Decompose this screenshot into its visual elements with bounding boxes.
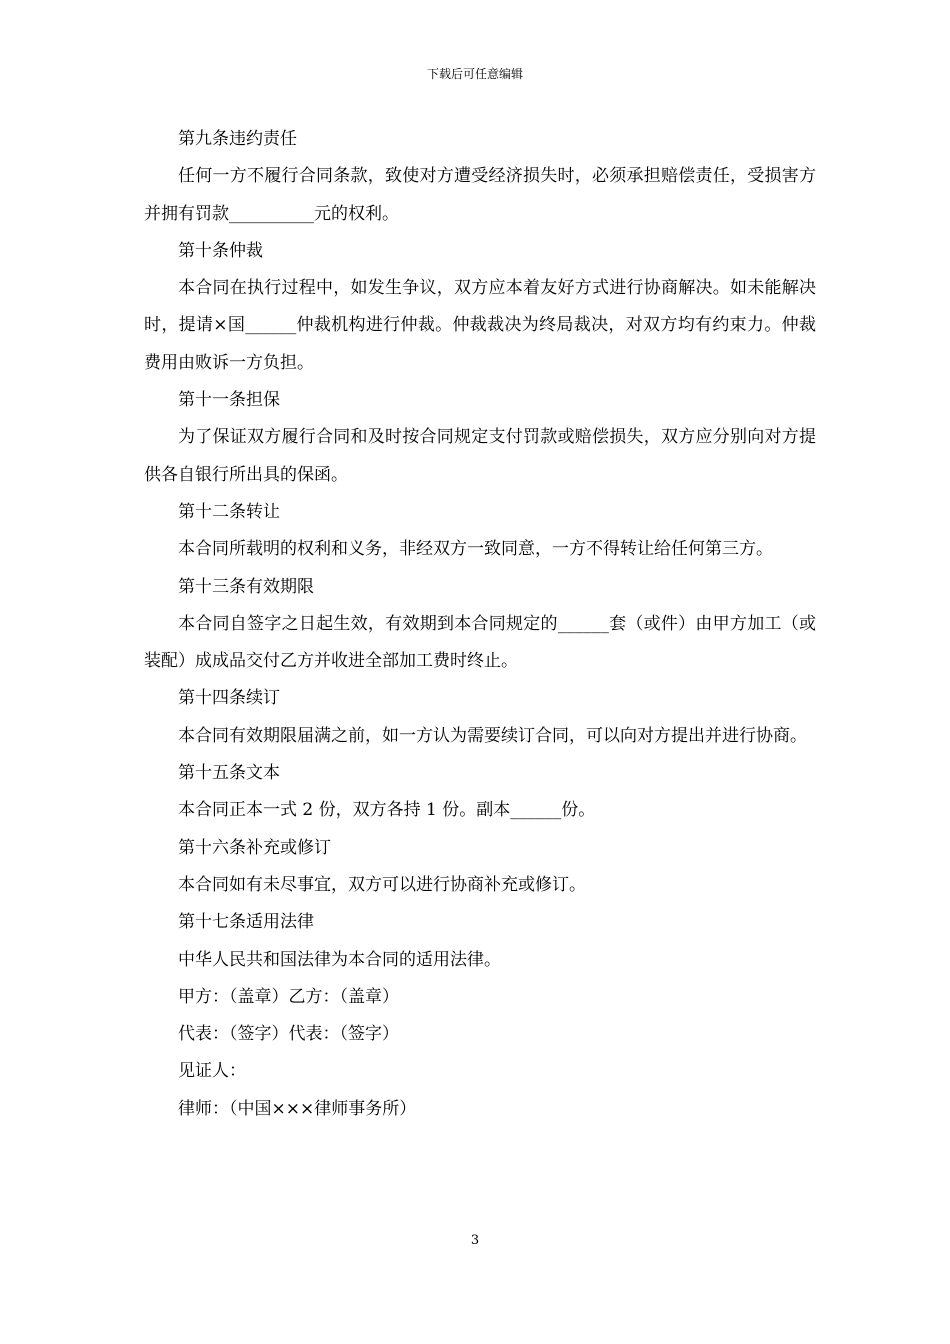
article-16-body: 本合同如有未尽事宜，双方可以进行协商补充或修订。 — [178, 874, 586, 895]
article-15-heading: 第十五条文本 — [178, 763, 280, 784]
article-9-body: 任何一方不履行合同条款，致使对方遭受经济损失时，必须承担赔偿责任，受损害方并拥有罚款__________元的权利。 — [144, 166, 816, 224]
article-12-body: 本合同所载明的权利和义务，非经双方一致同意，一方不得转让给任何第三方。 — [178, 539, 773, 560]
article-10-heading: 第十条仲裁 — [178, 240, 263, 261]
article-12-heading: 第十二条转让 — [178, 501, 280, 522]
article-15-body: 本合同正本一式 2 份，双方各持 1 份。副本______份。 — [178, 800, 596, 821]
page-header-note: 下载后可任意编辑 — [426, 67, 523, 81]
article-17-body: 中华人民共和国法律为本合同的适用法律。 — [178, 949, 501, 970]
representative-sign-line: 代表：（签字）代表：（签字） — [178, 1024, 399, 1045]
article-11-heading: 第十一条担保 — [178, 390, 280, 411]
lawyer-line: 律师：（中国×××律师事务所） — [178, 1098, 417, 1119]
article-11-body: 为了保证双方履行合同和及时按合同规定支付罚款或赔偿损失，双方应分别向对方提供各自银行所出具的保函。 — [144, 427, 816, 485]
article-13-body: 本合同自签字之日起生效，有效期到本合同规定的______套（或件）由甲方加工（或装配）成成品交付乙方并收进全部加工费时终止。 — [144, 613, 816, 672]
article-9-heading: 第九条违约责任 — [178, 129, 297, 149]
article-14-body: 本合同有效期限届满之前，如一方认为需要续订合同，可以向对方提出并进行协商。 — [178, 725, 807, 746]
article-14-heading: 第十四条续订 — [178, 688, 280, 709]
article-10-body: 本合同在执行过程中，如发生争议，双方应本着友好方式进行协商解决。如未能解决时，提请×国______仲裁机构进行仲裁。仲裁裁决为终局裁决，对双方均有约束力。仲裁费用由败诉一方负担。 — [144, 278, 816, 373]
witness-line: 见证人： — [178, 1061, 246, 1082]
article-16-heading: 第十六条补充或修订 — [178, 837, 331, 858]
article-17-heading: 第十七条适用法律 — [178, 912, 314, 933]
document-body — [144, 121, 816, 1128]
party-seal-line: 甲方：（盖章）乙方：（盖章） — [178, 986, 399, 1007]
article-13-heading: 第十三条有效期限 — [178, 576, 314, 597]
page-number: 3 — [470, 1233, 480, 1248]
